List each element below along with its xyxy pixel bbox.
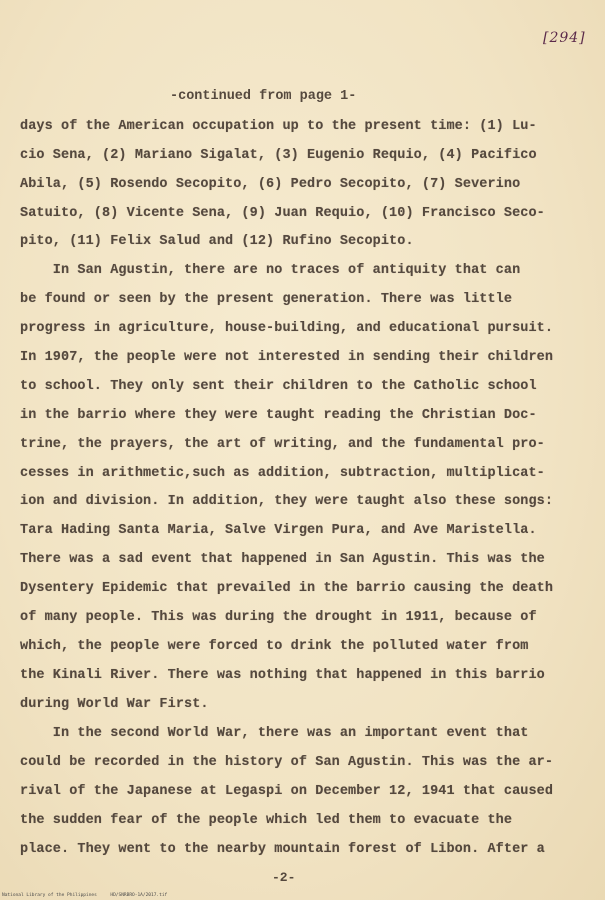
text-line: In the second World War, there was an important event that bbox=[20, 726, 529, 741]
text-line: Dysentery Epidemic that prevailed in the barrio causing the death bbox=[20, 581, 554, 596]
text-line: to school. They only sent their children to the Catholic school bbox=[20, 379, 537, 394]
continued-header: -continued from page 1- bbox=[170, 89, 357, 104]
text-line: which, the people were forced to drink the polluted water from bbox=[20, 639, 529, 654]
text-line: days of the American occupation up to the present time: (1) Lu- bbox=[20, 119, 537, 134]
footer-credit: National Library of the Philippines HD/SNRBRO-1A/2017.tif bbox=[2, 893, 168, 898]
text-line: cesses in arithmetic,such as addition, subtraction, multiplicat- bbox=[20, 466, 545, 481]
text-line: Tara Hading Santa Maria, Salve Virgen Pura, and Ave Maristella. bbox=[20, 523, 537, 538]
text-line: place. They went to the nearby mountain forest of Libon. After a bbox=[20, 842, 545, 857]
text-line: progress in agriculture, house-building, and educational pursuit. bbox=[20, 321, 554, 336]
text-line: In San Agustin, there are no traces of antiquity that can bbox=[20, 263, 521, 278]
text-line: during World War First. bbox=[20, 697, 209, 712]
text-line: There was a sad event that happened in San Agustin. This was the bbox=[20, 552, 545, 567]
text-line: in the barrio where they were taught reading the Christian Doc- bbox=[20, 408, 537, 423]
text-line: of many people. This was during the drought in 1911, because of bbox=[20, 610, 537, 625]
footer-page-number: -2- bbox=[272, 870, 296, 885]
text-line: trine, the prayers, the art of writing, and the fundamental pro- bbox=[20, 437, 545, 452]
text-line: ion and division. In addition, they were taught also these songs: bbox=[20, 494, 554, 509]
text-line: Abila, (5) Rosendo Secopito, (6) Pedro Secopito, (7) Severino bbox=[20, 177, 521, 192]
text-line: In 1907, the people were not interested in sending their children bbox=[20, 350, 554, 365]
text-line: Satuito, (8) Vicente Sena, (9) Juan Requio, (10) Francisco Seco- bbox=[20, 206, 545, 221]
text-line: cio Sena, (2) Mariano Sigalat, (3) Eugenio Requio, (4) Pacifico bbox=[20, 148, 537, 163]
page-number-annotation: [294] bbox=[543, 30, 586, 46]
text-line: the sudden fear of the people which led them to evacuate the bbox=[20, 813, 513, 828]
text-line: pito, (11) Felix Salud and (12) Rufino Secopito. bbox=[20, 234, 414, 249]
text-line: could be recorded in the history of San Agustin. This was the ar- bbox=[20, 755, 554, 770]
text-line: be found or seen by the present generation. There was little bbox=[20, 292, 513, 307]
text-line: the Kinali River. There was nothing that happened in this barrio bbox=[20, 668, 545, 683]
text-line: rival of the Japanese at Legaspi on December 12, 1941 that caused bbox=[20, 784, 554, 799]
